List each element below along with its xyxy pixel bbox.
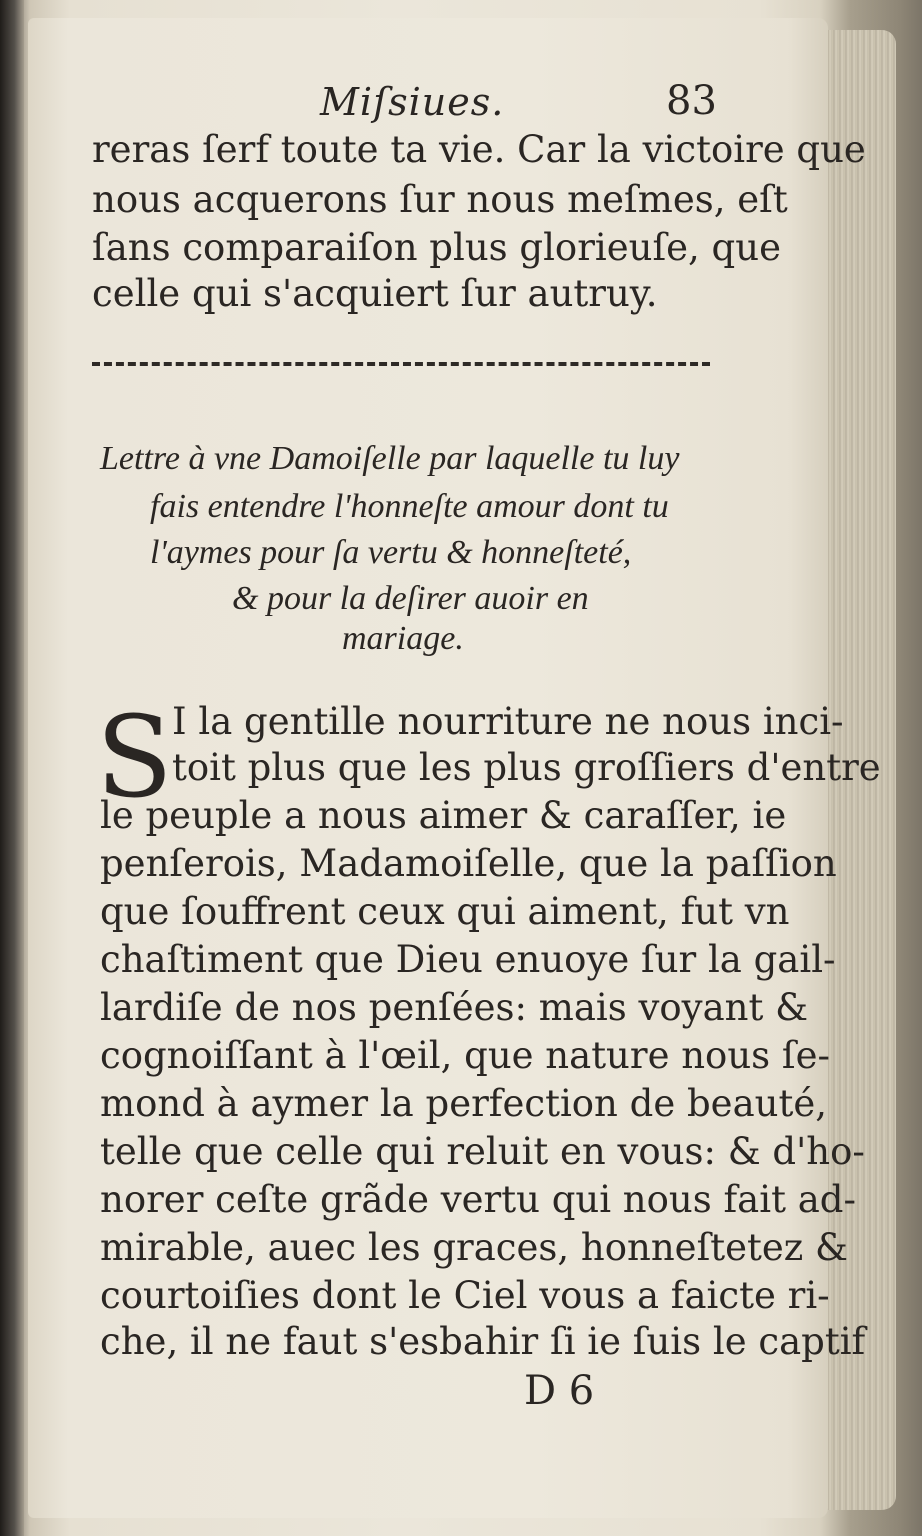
body-line: que ſouffrent ceux qui aiment, fut vn (100, 890, 790, 933)
letter-heading-line: Lettre à vne Damoiſelle par laquelle tu luy (100, 440, 680, 477)
body-line: cognoiſſant à l'œil, que nature nous ſe- (100, 1034, 831, 1077)
letter-heading-line: l'aymes pour ſa vertu & honneſteté, (150, 534, 632, 571)
body-line: I la gentille nourriture ne nous inci- (172, 700, 844, 743)
running-head: Miſsiues. (320, 80, 505, 124)
body-line: telle que celle qui reluit en vous: & d'ho- (100, 1130, 865, 1173)
top-paragraph-line: nous acquerons ſur nous meſmes, eſt (92, 178, 788, 221)
body-line: norer ceſte grãde vertu qui nous fait ad- (100, 1178, 856, 1221)
page-number: 83 (666, 78, 717, 124)
body-line: toit plus que les plus groſſiers d'entre (172, 746, 881, 789)
body-line: lardiſe de nos penſées: mais voyant & (100, 986, 809, 1029)
top-paragraph-line: celle qui s'acquiert ſur autruy. (92, 272, 658, 315)
body-line: mond à aymer la perfection de beauté, (100, 1082, 827, 1125)
letter-heading-line: fais entendre l'honneſte amour dont tu (150, 488, 669, 525)
body-line: chaſtiment que Dieu enuoye ſur la gail- (100, 938, 836, 981)
letter-heading-line: mariage. (342, 620, 464, 657)
letter-heading-line: & pour la deſirer auoir en (232, 580, 589, 617)
body-line: courtoiſies dont le Ciel vous a faicte ri- (100, 1274, 830, 1317)
section-rule (92, 362, 710, 366)
top-paragraph-line: reras ſerf toute ta vie. Car la victoire que (92, 128, 866, 171)
body-line: penſerois, Madamoiſelle, que la paſſion (100, 842, 837, 885)
body-line: le peuple a nous aimer & caraſſer, ie (100, 794, 787, 837)
body-line: che, il ne faut s'esbahir ſi ie ſuis le captif (100, 1320, 866, 1363)
drop-cap: S (96, 693, 173, 823)
signature-mark: D 6 (524, 1368, 595, 1414)
top-paragraph-line: ſans comparaiſon plus glorieuſe, que (92, 226, 781, 269)
body-line: mirable, auec les graces, honneſtetez & (100, 1226, 848, 1269)
